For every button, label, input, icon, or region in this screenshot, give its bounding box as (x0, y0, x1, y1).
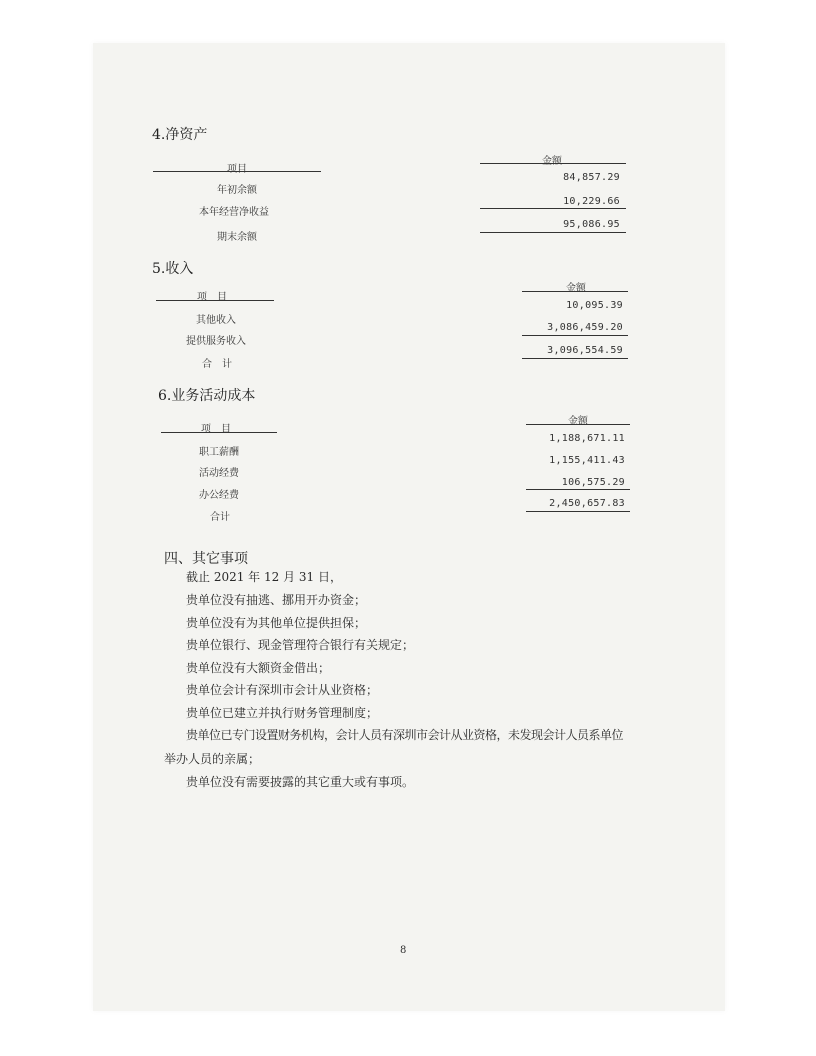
s4-row-amount: 95,086.95 (563, 219, 620, 230)
s6-row-item: 合计 (210, 512, 230, 523)
s6-row-item: 职工薪酬 (199, 447, 239, 458)
section-6-title: 6.业务活动成本 (158, 388, 256, 404)
s5-row-amount: 3,096,554.59 (547, 345, 623, 356)
s6-row-amount: 1,155,411.43 (549, 455, 625, 466)
s4-row-amount: 10,229.66 (563, 196, 620, 207)
s5-row-amount: 10,095.39 (566, 300, 623, 311)
other-matters-heading: 四、其它事项 (164, 551, 248, 567)
s6-row-amount: 1,188,671.11 (549, 433, 625, 444)
section-4-title: 4.净资产 (152, 127, 208, 143)
s6-row-item: 办公经费 (199, 490, 239, 501)
s4-col-amount: 金额 (542, 156, 562, 167)
s6-amount-header-rule (526, 424, 630, 425)
section-5-title: 5.收入 (152, 261, 194, 277)
other-line: 贵单位没有需要披露的其它重大或有事项。 (186, 775, 415, 789)
s5-col-item: 项 目 (197, 292, 227, 303)
s4-row-item: 年初余额 (217, 185, 257, 196)
s4-amount-header-rule (480, 163, 626, 164)
other-line: 贵单位会计有深圳市会计从业资格； (186, 683, 379, 697)
s5-row-item: 合 计 (202, 359, 232, 370)
s6-item-header-rule (161, 432, 277, 433)
other-line: 截止 2021 年 12 月 31 日， (186, 570, 342, 584)
s4-row-amount: 84,857.29 (563, 172, 620, 183)
s5-sum-rule (522, 335, 628, 336)
s4-row-item: 本年经营净收益 (199, 207, 269, 218)
page-number: 8 (400, 945, 407, 956)
document-page (93, 43, 725, 1011)
other-line: 贵单位没有为其他单位提供担保； (186, 616, 367, 630)
other-line: 举办人员的亲属； (164, 752, 261, 766)
other-line: 贵单位已建立并执行财务管理制度； (186, 706, 379, 720)
other-line: 贵单位银行、现金管理符合银行有关规定； (186, 638, 415, 652)
s5-item-header-rule (156, 300, 274, 301)
other-line: 贵单位没有抽逃、挪用开办资金； (186, 593, 367, 607)
s6-col-item: 项 目 (201, 424, 231, 435)
s5-total-rule (522, 358, 628, 359)
s6-sum-rule (526, 489, 630, 490)
s6-row-amount: 106,575.29 (561, 477, 625, 488)
s5-row-item: 其他收入 (196, 315, 236, 326)
s5-amount-header-rule (522, 291, 628, 292)
s4-row-item: 期末余额 (217, 232, 257, 243)
other-line: 贵单位没有大额资金借出； (186, 661, 331, 675)
s5-row-amount: 3,086,459.20 (547, 322, 623, 333)
s4-total-rule (480, 232, 626, 233)
s5-row-item: 提供服务收入 (186, 336, 246, 347)
s4-col-item: 项目 (227, 164, 247, 175)
other-line: 贵单位已专门设置财务机构，会计人员有深圳市会计从业资格，未发现会计人员系单位 (186, 728, 624, 742)
s6-col-amount: 金额 (568, 416, 588, 427)
s4-item-header-rule (153, 171, 321, 172)
s6-row-amount: 2,450,657.83 (549, 498, 625, 509)
s5-col-amount: 金额 (566, 283, 586, 294)
s4-sum-rule (480, 208, 626, 209)
s6-total-rule (526, 511, 630, 512)
s6-row-item: 活动经费 (199, 468, 239, 479)
